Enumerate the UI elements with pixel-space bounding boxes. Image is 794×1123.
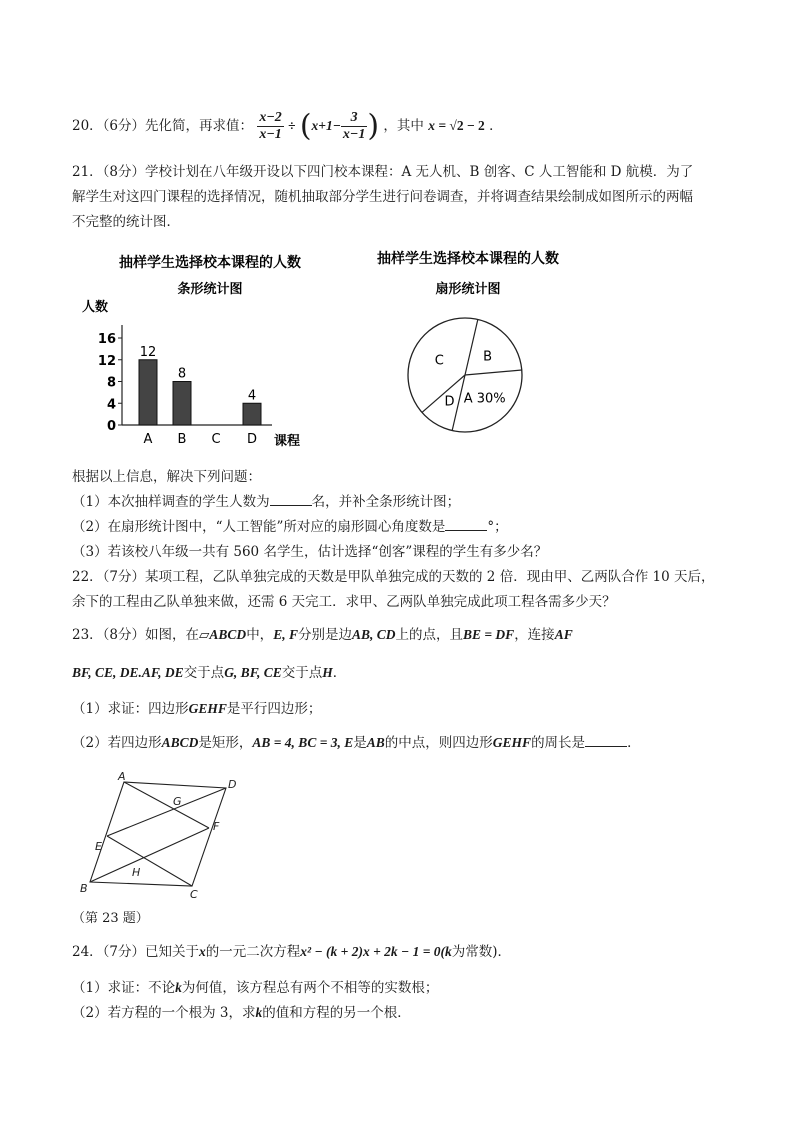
bar-chart-title: 抽样学生选择校本课程的人数 bbox=[119, 255, 301, 271]
q20-fraction-1: $\frac{x-2}{x-1}$ bbox=[259, 110, 282, 142]
y-tick-label: 8 bbox=[106, 375, 116, 391]
parallelogram-figure bbox=[72, 768, 252, 900]
label-g: G bbox=[173, 795, 182, 808]
segment-af bbox=[124, 782, 209, 828]
q20-suffix: ，其中 bbox=[383, 118, 424, 134]
bar-value-label: 8 bbox=[177, 366, 187, 382]
bar-b bbox=[173, 382, 191, 426]
q21-sub1: （1）本次抽样调查的学生人数为 名，并补全条形统计图； bbox=[72, 494, 461, 510]
label-f: F bbox=[213, 820, 220, 833]
label-c: C bbox=[190, 888, 198, 900]
bar-d bbox=[243, 403, 261, 425]
q24-line1: 24．（7分）已知关于x的一元二次方程x² − (k + 2)x + 2k − 1 = 0(k为常数)． bbox=[72, 944, 512, 960]
pie-chart bbox=[360, 245, 590, 455]
pie-slice-label: D bbox=[444, 394, 455, 410]
q24-sub1: （1）求证：不论k为何值，该方程总有两个不相等的实数根； bbox=[72, 980, 439, 996]
q20-line: 20．（6分）先化简，再求值： $\frac{x-2}{x-1}$ ÷ (x+1− $\frac{3}{x-1}$ ) ，其中 x = √2 − 2 ． bbox=[72, 108, 503, 144]
x-tick-label: B bbox=[177, 432, 187, 447]
x-tick-label: C bbox=[211, 432, 221, 447]
q23-line1: 23．（8分）如图，在▱ABCD中，E, F分别是边AB, CD上的点，且BE = DF，连接AF bbox=[72, 627, 573, 643]
pie-slice-label: B bbox=[483, 349, 493, 365]
q24-sub2: （2）若方程的一个根为 3，求k的值和方程的另一个根． bbox=[72, 1005, 411, 1021]
figure-caption: （第 23 题） bbox=[72, 911, 149, 926]
answer-blank[interactable] bbox=[445, 530, 487, 531]
bar-value-label: 4 bbox=[247, 388, 257, 404]
label-h: H bbox=[132, 866, 141, 879]
segment-ce bbox=[107, 836, 192, 886]
pie-slice-edge bbox=[465, 370, 522, 375]
q20-cond-val: √2 − 2 bbox=[449, 118, 485, 133]
q21-info: 根据以上信息，解决下列问题： bbox=[72, 469, 261, 485]
label-d: D bbox=[228, 778, 237, 791]
label-a: A bbox=[118, 770, 126, 783]
q21-line3: 不完整的统计图． bbox=[72, 214, 180, 230]
bar-a bbox=[139, 360, 157, 425]
answer-blank[interactable] bbox=[270, 505, 312, 506]
q21-line1: 21．（8分）学校计划在八年级开设以下四门校本课程：A 无人机、B 创客、C 人工智能和 D 航模．为了 bbox=[72, 164, 694, 180]
pie-slice-label: A 30% bbox=[463, 391, 506, 407]
bar-chart-ylabel: 人数 bbox=[82, 300, 109, 315]
q22-line2: 余下的工程由乙队单独来做，还需 6 天完工．求甲、乙两队单独完成此项工程各需多少天？ bbox=[72, 594, 616, 610]
answer-blank[interactable] bbox=[585, 746, 627, 747]
q23-sub2: （2）若四边形ABCD是矩形，AB = 4, BC = 3, E是AB的中点，则四边形GEHF的周长是 ． bbox=[72, 735, 641, 751]
q20-end: ． bbox=[489, 118, 503, 134]
y-tick-label: 0 bbox=[106, 419, 116, 434]
q20-inner: x+1− bbox=[311, 118, 341, 133]
q21-sub3: （3）若该校八年级一共有 560 名学生，估计选择“创客”课程的学生有多少名？ bbox=[72, 544, 548, 560]
bar-value-label: 12 bbox=[139, 344, 157, 360]
q22-line1: 22．（7分）某项工程，乙队单独完成的天数是甲队单独完成的天数的 2 倍．现由甲、乙两队合作 10 天后， bbox=[72, 569, 715, 585]
pie-slice-label: C bbox=[434, 353, 444, 369]
y-tick-label: 12 bbox=[97, 353, 116, 369]
pie-slice-edge bbox=[422, 375, 465, 412]
q20-div: ÷ bbox=[288, 118, 296, 133]
q20-fraction-2: $\frac{3}{x-1}$ bbox=[342, 110, 366, 142]
parallelogram-abcd bbox=[90, 782, 226, 886]
label-e: E bbox=[95, 840, 102, 853]
x-tick-label: A bbox=[143, 432, 153, 447]
bar-chart-xlabel: 课程 bbox=[274, 434, 301, 449]
q23-line2: BF, CE, DE.AF, DE交于点G, BF, CE交于点H． bbox=[72, 665, 347, 681]
bar-chart-subtitle: 条形统计图 bbox=[177, 282, 243, 297]
pie-chart-title: 抽样学生选择校本课程的人数 bbox=[377, 251, 559, 267]
label-b: B bbox=[80, 882, 88, 895]
q21-line2: 解学生对这四门课程的选择情况，随机抽取部分学生进行问卷调查，并将调查结果绘制成如图所示的两幅 bbox=[72, 189, 693, 205]
q20-cond-x: x = bbox=[428, 118, 450, 133]
q21-sub2: （2）在扇形统计图中，“人工智能”所对应的扇形圆心角度数是 °； bbox=[72, 519, 508, 535]
x-tick-label: D bbox=[246, 432, 258, 447]
q23-sub1: （1）求证：四边形GEHF是平行四边形； bbox=[72, 701, 322, 717]
pie-slice-edge bbox=[465, 319, 478, 375]
y-tick-label: 4 bbox=[106, 397, 116, 413]
q20-prefix: 20．（6分）先化简，再求值： bbox=[72, 118, 254, 134]
bar-chart bbox=[72, 245, 332, 455]
y-tick-label: 16 bbox=[97, 332, 116, 347]
pie-chart-subtitle: 扇形统计图 bbox=[435, 282, 501, 297]
